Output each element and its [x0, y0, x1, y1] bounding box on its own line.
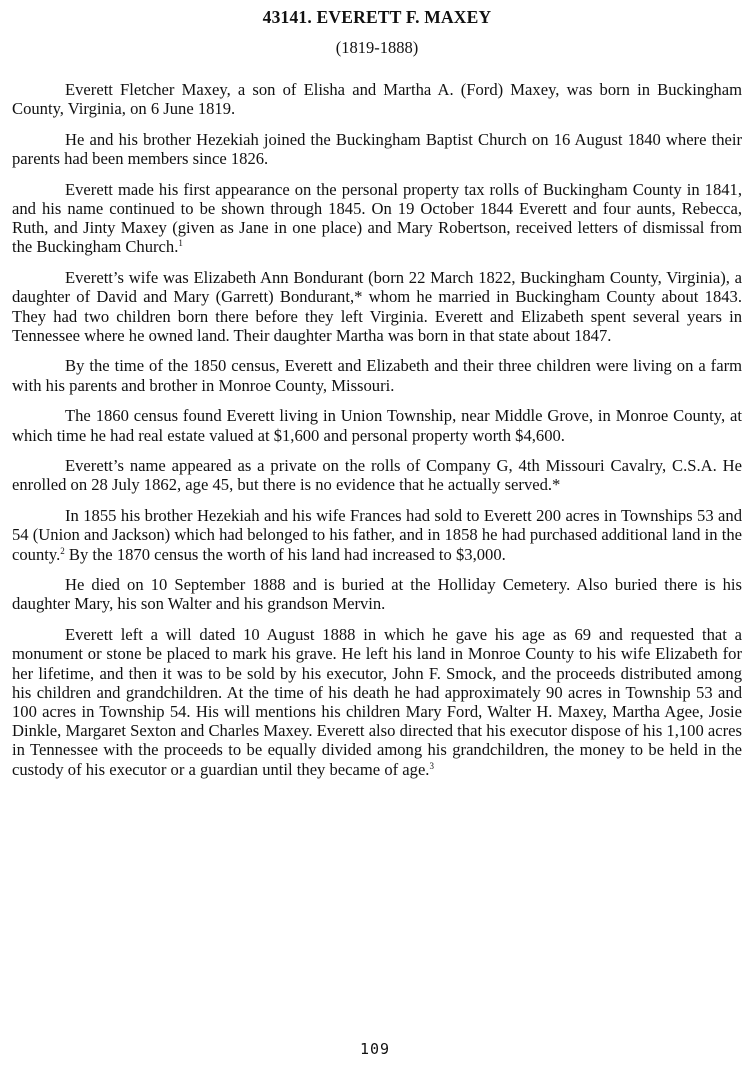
body-text: [12, 80, 742, 779]
paragraph-will: Everett left a will dated 10 August 1888 in which he gave his age as 69 and requested that a monument or stone be placed to mark his grave. He left his land in Monroe County to his wife Elizabeth for her lifetime, and then it was to be sold by his executor, John F. Smock, and the proceeds distributed among his children and grandchildren. At the time of his death he had approximately 90 acres in Township 53 and 100 acres in Township 54. His will mentions his children Mary Ford, Walter H. Maxey, Martha Agee, Josie Dinkle, Margaret Sexton and Charles Maxey. Everett also directed that his executor dispose of his 1,100 acres in Tennessee with the proceeds to be equally divided among his grandchildren, the money to be held in the custody of his executor or a guardian until they became of age.$^3$: [12, 625, 742, 779]
paragraph-church: He and his brother Hezekiah joined the Buckingham Baptist Church on 16 August 1840 where their parents had been members since 1826.: [12, 129, 742, 169]
paragraph-1860-census: The 1860 census found Everett living in Union Township, near Middle Grove, in Monroe County, at which time he had real estate valued at $1,600 and personal property worth $4,600.: [12, 406, 742, 445]
paragraph-birth: Everett Fletcher Maxey, a son of Elisha and Martha A. (Ford) Maxey, was born in Buckingham County, Virginia, on 6 June 1819.: [12, 80, 742, 119]
paragraph-tax-rolls: Everett made his first appearance on the personal property tax rolls of Buckingham County in 1841, and his name continued to be shown through 1845. On 19 October 1844 Everett and four aunts, Rebecca, Ruth, and Jinty Maxey (given as Jane in one place) and Mary Robertson, received letters of dismissal from the Buckingham Church.$^1$: [12, 179, 742, 257]
life-dates: (1819-1888): [335, 38, 419, 57]
paragraph-land: In 1855 his brother Hezekiah and his wife Frances had sold to Everett 200 acres in Townships 53 and 54 (Union and Jackson) which had belonged to his father, and in 1858 he had purchased additional land in the county.$^2$ By the 1870 census the worth of his land had increased to $3,000.: [12, 506, 742, 564]
footnote-ref-1: 1: [178, 238, 183, 249]
page-title: 43141. EVERETT F. MAXEY: [262, 7, 492, 27]
paragraph-marriage: Everett’s wife was Elizabeth Ann Bondurant (born 22 March 1822, Buckingham County, Virginia), a daughter of David and Mary (Garrett) Bondurant,* whom he married in Buckingham County about 1843. They had two children born there before they left Virginia. Everett and Elizabeth spent several years in Tennessee where he owned land. Their daughter Martha was born in that state about 1847.: [12, 268, 742, 345]
page-number: 109: [359, 1040, 391, 1058]
footnote-ref-3: 3: [429, 760, 434, 771]
footnote-ref-2: 2: [60, 545, 65, 556]
paragraph-death: He died on 10 September 1888 and is buried at the Holliday Cemetery. Also buried there is his daughter Mary, his son Walter and his grandson Mervin.: [12, 575, 742, 614]
paragraph-1850-census: By the time of the 1850 census, Everett and Elizabeth and their three children were living on a farm with his parents and brother in Monroe County, Missouri.: [12, 356, 742, 395]
paragraph-military: Everett’s name appeared as a private on the rolls of Company G, 4th Missouri Cavalry, C.S.A. He enrolled on 28 July 1862, age 45, but there is no evidence that he actually served.*: [12, 456, 742, 495]
